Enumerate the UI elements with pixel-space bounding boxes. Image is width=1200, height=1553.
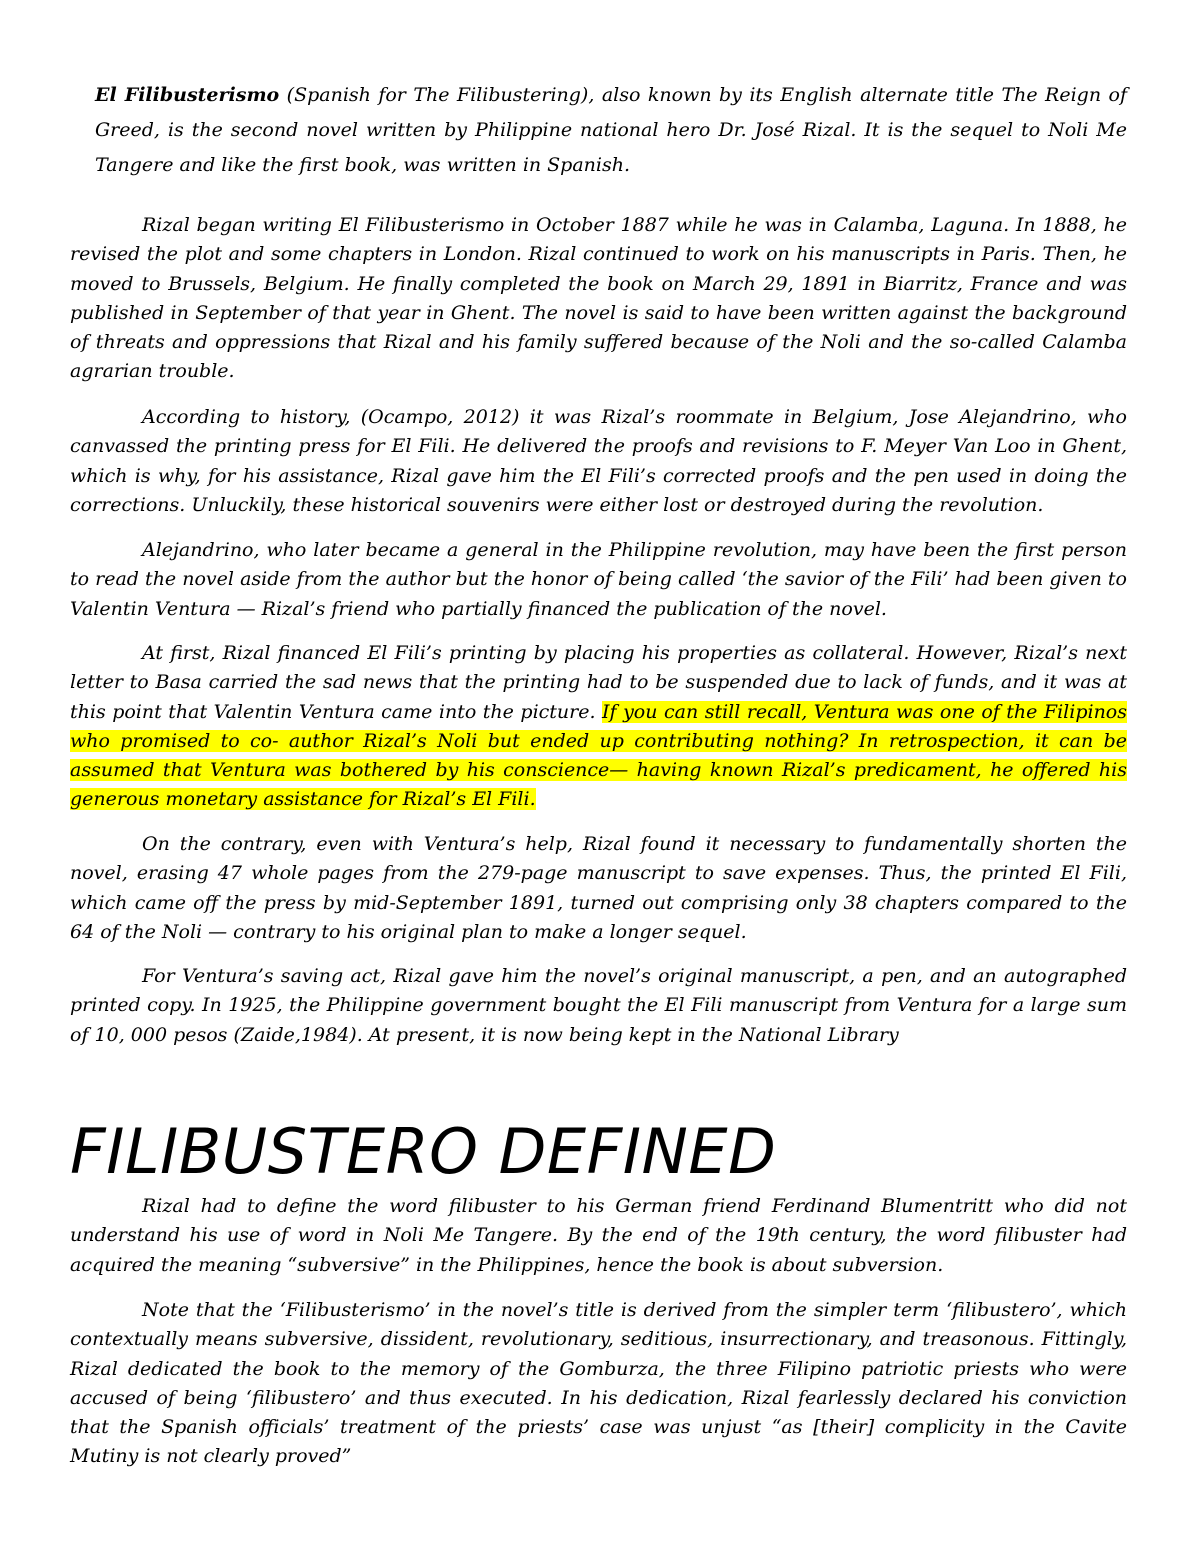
paragraph-ventura-reward: For Ventura’s saving act, Rizal gave him the novel’s original manuscript, a pen, and an autographed printed copy. In 1925, the Philippine government bought the El Fili manuscript from Ventura for a large sum of 10, 000 pesos (Zaide,1984). At present, it is now being kept in the National Library	[70, 965, 1127, 1046]
paragraph-4-block	[70, 639, 1127, 815]
paragraph-alejandrino: According to history, (Ocampo, 2012) it was Rizal’s roommate in Belgium, Jose Alejandrino, who canvassed the printing press for El Fili. He delivered the proofs and revisions to F. Meyer Van Loo in Ghent, which is why, for his assistance, Rizal gave him the El Fili’s corrected proofs and the pen used in doing the corrections. Unluckily, these historical souvenirs were either lost or destroyed during the revolution.	[70, 406, 1127, 516]
section-paragraph-2-block	[70, 1296, 1127, 1472]
paragraph-financing	[70, 639, 1127, 815]
paragraph-6-block	[70, 962, 1127, 1050]
paragraph-shorten-novel: On the contrary, even with Ventura’s help, Rizal found it necessary to fundamentally shorten the novel, erasing 47 whole pages from the 279-page manuscript to save expenses. Thus, the printed El Fili, which came off the press by mid-September 1891, turned out comprising only 38 chapters compared to the 64 of the Noli — contrary to his original plan to make a longer sequel.	[70, 833, 1127, 943]
intro-text: (Spanish for The Filibustering), also known by its English alternate title The Reign of Greed, is the second novel written by Philippine national hero Dr. José Rizal. It is the sequel to Noli Me Tangere and like the first book, was written in Spanish.	[95, 84, 1127, 176]
paragraph-5-block	[70, 830, 1127, 947]
highlighted-passage: If you can still recall, Ventura was one of the Filipinos who promised to co- author Rizal’s Noli but ended up contributing nothing? In retrospection, it can be assumed that Ventura was bothered by his conscience— having known Rizal’s predicament, he offered his generous monetary assistance for Rizal’s El Fili.	[70, 700, 1127, 811]
paragraph-filibuster-definition: Rizal had to define the word filibuster to his German friend Ferdinand Blumentritt who did not understand his use of word in Noli Me Tangere. By the end of the 19th century, the word filibuster had acquired the meaning “subversive” in the Philippines, hence the book is about subversion.	[70, 1195, 1127, 1276]
paragraph-financing-text: At first, Rizal financed El Fili’s printing by placing his properties as collateral. However, Rizal’s next letter to Basa carried the sad news that the printing had to be suspended due to lack of funds, and it was at this point that Valentin Ventura came into the picture.	[70, 642, 1127, 723]
paragraph-savior-of-fili: Alejandrino, who later became a general in the Philippine revolution, may have been the first person to read the novel aside from the author but the honor of being called ‘the savior of the Fili’ had been given to Valentin Ventura — Rizal’s friend who partially financed the publication of the novel.	[70, 539, 1127, 620]
section-paragraph-1-block	[70, 1192, 1127, 1280]
paragraph-writing-history: Rizal began writing El Filibusterismo in October 1887 while he was in Calamba, Laguna. In 1888, he revised the plot and some chapters in London. Rizal continued to work on his manuscripts in Paris. Then, he moved to Brussels, Belgium. He finally completed the book on March 29, 1891 in Biarritz, France and was published in September of that year in Ghent. The novel is said to have been written against the background of threats and oppressions that Rizal and his family suffered because of the Noli and the so-called Calamba agrarian trouble.	[70, 214, 1127, 383]
section-heading: FILIBUSTERO DEFINED	[70, 1115, 777, 1188]
paragraph-2-block	[70, 403, 1127, 520]
paragraph-filibustero-meaning: Note that the ‘Filibusterismo’ in the novel’s title is derived from the simpler term ‘filibustero’, which contextually means subversive, dissident, revolutionary, seditious, insurrectionary, and treasonous. Fittingly, Rizal dedicated the book to the memory of the Gomburza, the three Filipino patriotic priests who were accused of being ‘filibustero’ and thus executed. In his dedication, Rizal fearlessly declared his conviction that the Spanish officials’ treatment of the priests’ case was unjust “as [their] complicity in the Cavite Mutiny is not clearly proved”	[70, 1299, 1127, 1468]
novel-title-bold: El Filibusterismo	[95, 84, 280, 106]
paragraph-1-block	[70, 211, 1127, 387]
paragraph-3-block	[70, 536, 1127, 624]
intro-paragraph	[95, 78, 1127, 183]
